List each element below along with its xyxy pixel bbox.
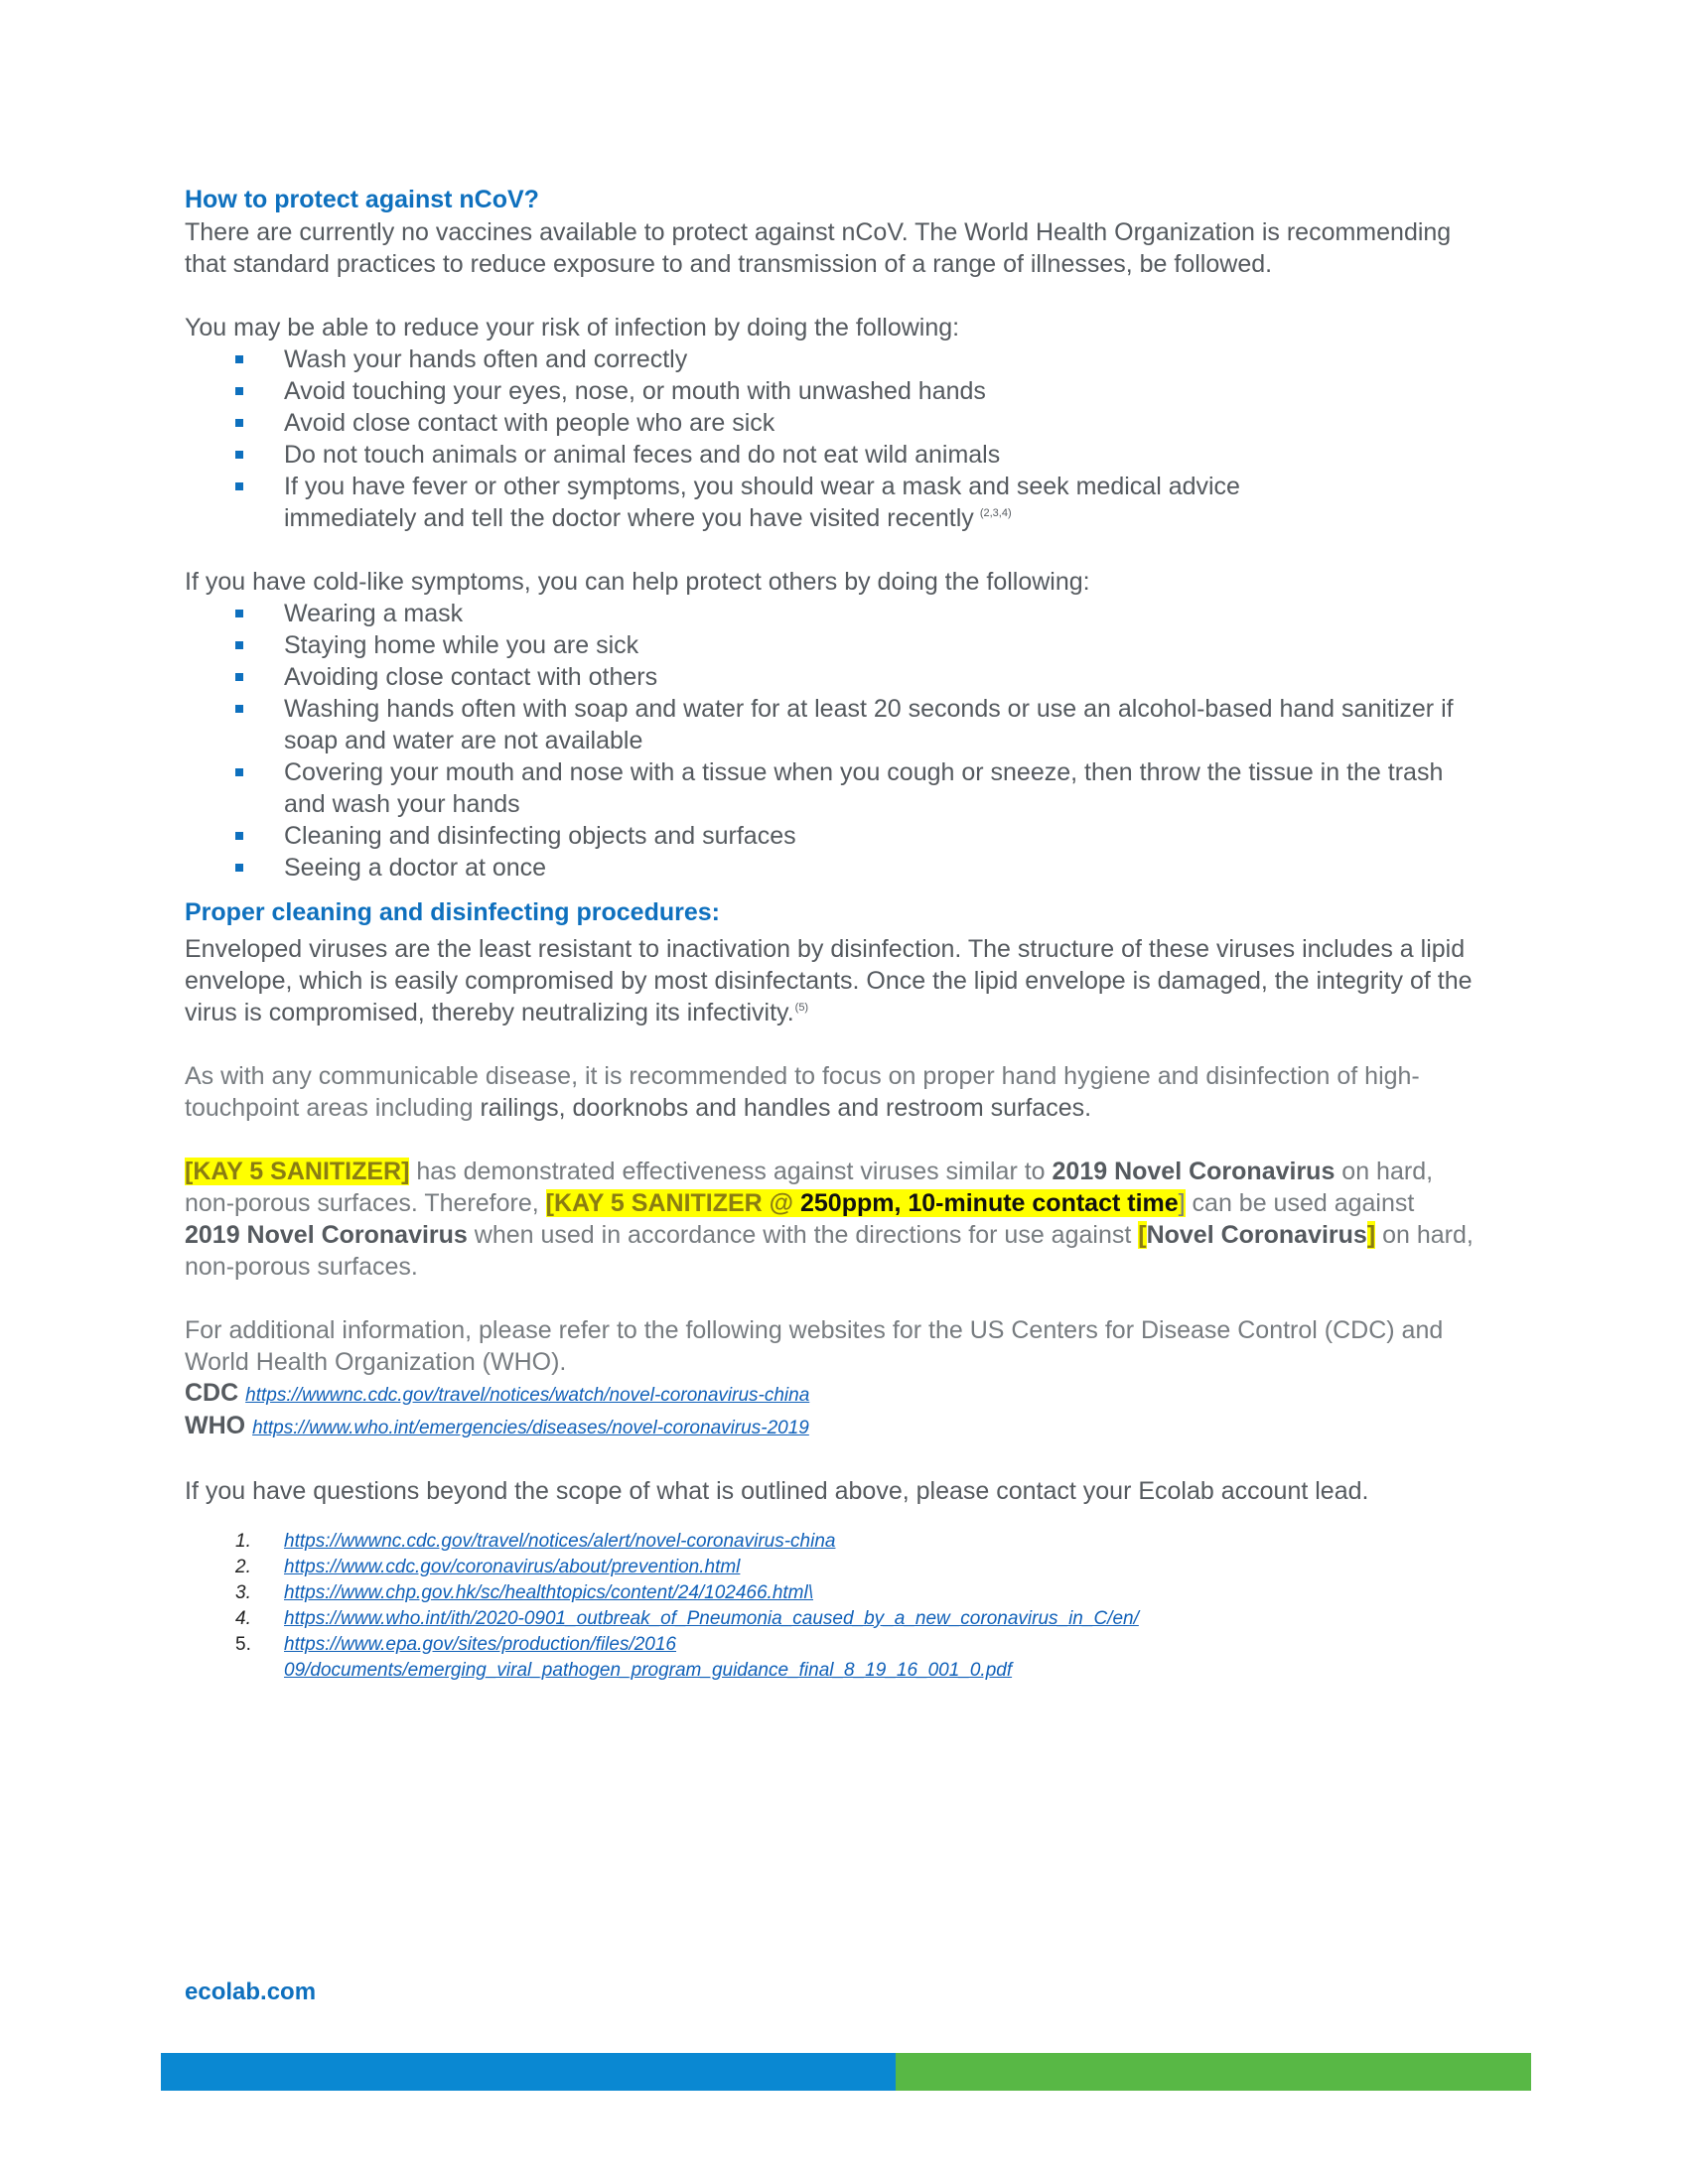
who-link-row: WHO https://www.who.int/emergencies/diseases/novel-coronavirus-2019 xyxy=(185,1412,809,1439)
list-item: Cleaning and disinfecting objects and surfaces xyxy=(185,820,1476,852)
additional-info-paragraph: For additional information, please refer to the following websites for the US Centers for Disease Control (CDC) and World Health Organization (WHO). xyxy=(185,1316,1444,1376)
heading-protect: How to protect against nCoV? xyxy=(185,186,539,213)
risk-reduction-list xyxy=(185,343,1476,534)
list-item: Avoiding close contact with others xyxy=(185,661,1476,693)
list-item: Wearing a mask xyxy=(185,598,1476,629)
bullet-icon xyxy=(235,705,243,713)
list2-intro: If you have cold-like symptoms, you can help protect others by doing the following: xyxy=(185,568,1090,596)
bullet-icon xyxy=(235,864,243,872)
concentration-highlight: 250ppm, 10-minute contact time xyxy=(800,1189,1179,1217)
bullet-icon xyxy=(235,673,243,681)
bullet-icon xyxy=(235,482,243,490)
contact-paragraph: If you have questions beyond the scope of what is outlined above, please contact your Ecolab account lead. xyxy=(185,1477,1369,1505)
reference-link[interactable]: https://wwwnc.cdc.gov/travel/notices/alert/novel-coronavirus-china xyxy=(284,1531,836,1552)
reference-item: 5. https://www.epa.gov/sites/production/files/2016 09/documents/emerging_viral_pathogen_program_guidance_final_8_19_16_001_0.pdf xyxy=(235,1634,1013,1681)
reference-link[interactable]: https://www.cdc.gov/coronavirus/about/prevention.html xyxy=(284,1557,741,1577)
references-list xyxy=(185,1529,1476,1684)
cdc-link-row: CDC https://wwwnc.cdc.gov/travel/notices/watch/novel-coronavirus-china xyxy=(185,1379,810,1407)
list-item: Seeing a doctor at once xyxy=(185,852,1476,884)
reference-link[interactable]: https://www.chp.gov.hk/sc/healthtopics/content/24/102466.html\ xyxy=(284,1582,814,1603)
list-item: Staying home while you are sick xyxy=(185,629,1476,661)
list1-intro: You may be able to reduce your risk of infection by doing the following: xyxy=(185,314,960,341)
reference-link[interactable]: https://www.who.int/ith/2020-0901_outbreak_of_Pneumonia_caused_by_a_new_coronavirus_in_C/en/ xyxy=(284,1608,1139,1629)
list-item: Wash your hands often and correctly xyxy=(185,343,1476,375)
product-claim-paragraph: [KAY 5 SANITIZER] has demonstrated effectiveness against viruses similar to 2019 Novel Coronavirus on hard, non-porous surfaces. Therefore, [KAY 5 SANITIZER @ 250ppm, 10-minute contact time] can be used against 2019 Novel Coronavirus when used in accordance with the directions for use against [Novel Coronavirus] on hard, non-porous surfaces. xyxy=(185,1158,1474,1281)
cdc-link[interactable]: https://wwwnc.cdc.gov/travel/notices/watch/novel-coronavirus-china xyxy=(245,1385,810,1406)
footer-site-url: ecolab.com xyxy=(185,1979,317,2005)
intro-paragraph: There are currently no vaccines available to protect against nCoV. The World Health Organization is recommending that standard practices to reduce exposure to and transmission of a range of illnesses, be followed. xyxy=(185,218,1452,278)
footer-bar-blue xyxy=(161,2053,896,2091)
bullet-icon xyxy=(235,419,243,427)
bullet-icon xyxy=(235,355,243,363)
list-item: Avoid close contact with people who are sick xyxy=(185,407,1476,439)
bullet-icon xyxy=(235,610,243,617)
list-item: If you have fever or other symptoms, you should wear a mask and seek medical advice immediately and tell the doctor where you have visited recently $^{(2,3,4)}$ xyxy=(185,471,1476,534)
who-link[interactable]: https://www.who.int/emergencies/diseases/novel-coronavirus-2019 xyxy=(252,1418,809,1438)
reference-link[interactable]: 09/documents/emerging_viral_pathogen_program_guidance_final_8_19_16_001_0.pdf xyxy=(284,1660,1013,1681)
product-name-highlight: [KAY 5 SANITIZER @ xyxy=(545,1189,800,1217)
document-body xyxy=(185,183,1476,1684)
citation-ref: (2,3,4) xyxy=(979,507,1012,519)
list-item: Washing hands often with soap and water for at least 20 seconds or use an alcohol-based hand sanitizer if soap and water are not available xyxy=(185,693,1476,756)
reference-item: 3. https://www.chp.gov.hk/sc/healthtopics/content/24/102466.html\ xyxy=(235,1582,814,1603)
bullet-icon xyxy=(235,451,243,459)
reference-item: 1. https://wwwnc.cdc.gov/travel/notices/alert/novel-coronavirus-china xyxy=(235,1531,836,1552)
bullet-icon xyxy=(235,832,243,840)
reference-item: 4. https://www.who.int/ith/2020-0901_outbreak_of_Pneumonia_caused_by_a_new_coronavirus_in_C/en/ xyxy=(235,1608,1139,1629)
product-name-highlight: [KAY 5 SANITIZER] xyxy=(185,1158,410,1185)
hygiene-paragraph: As with any communicable disease, it is recommended to focus on proper hand hygiene and disinfection of high-touchpoint areas including railings, doorknobs and handles and restroom surfaces. xyxy=(185,1062,1420,1122)
bullet-icon xyxy=(235,768,243,776)
citation-ref: (5) xyxy=(794,1002,809,1014)
bullet-icon xyxy=(235,387,243,395)
enveloped-virus-paragraph: Enveloped viruses are the least resistant to inactivation by disinfection. The structure of these viruses includes a lipid envelope, which is easily compromised by most disinfectants. Once the lipid envelope is damaged, the integrity of the virus is compromised, thereby neutralizing its infectivity.$^{(5)}$ xyxy=(185,935,1473,1026)
reference-link[interactable]: https://www.epa.gov/sites/production/files/2016 xyxy=(284,1634,677,1655)
footer-bar-green xyxy=(896,2053,1531,2091)
list-item: Do not touch animals or animal feces and do not eat wild animals xyxy=(185,439,1476,471)
heading-cleaning: Proper cleaning and disinfecting procedures: xyxy=(185,898,720,926)
list-item: Covering your mouth and nose with a tissue when you cough or sneeze, then throw the tissue in the trash and wash your hands xyxy=(185,756,1476,820)
list-item: Avoid touching your eyes, nose, or mouth with unwashed hands xyxy=(185,375,1476,407)
reference-item: 2. https://www.cdc.gov/coronavirus/about/prevention.html xyxy=(235,1557,741,1577)
bullet-icon xyxy=(235,641,243,649)
protect-others-list xyxy=(185,598,1476,884)
